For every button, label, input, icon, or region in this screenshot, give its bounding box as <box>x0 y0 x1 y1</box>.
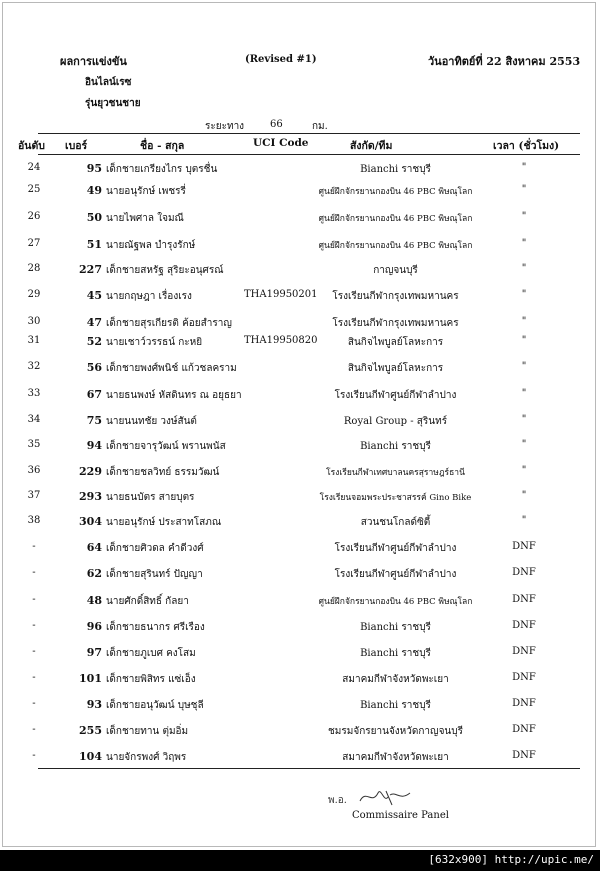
table-row <box>0 541 600 563</box>
cell-bib: 67 <box>86 388 102 401</box>
cell-rank: 35 <box>27 439 41 450</box>
cell-time: " <box>521 184 527 195</box>
cell-bib: 229 <box>79 465 102 478</box>
cell-bib: 255 <box>79 724 102 737</box>
distance-value: 66 <box>270 119 283 130</box>
cell-bib: 97 <box>86 646 102 659</box>
table-row <box>0 263 600 285</box>
cell-rank: - <box>32 541 36 552</box>
cell-team: Bianchi ราชบุรี <box>360 441 431 452</box>
cell-name: เด็กชายสุรินทร์ ปัญญา <box>106 569 203 580</box>
cell-name: เด็กชายภูเบศ คงโสม <box>106 648 196 659</box>
cell-rank: - <box>32 698 36 709</box>
cell-time: DNF <box>512 541 536 552</box>
cell-team: ศูนย์ฝึกจักรยานกองบิน 46 PBC พิษณุโลก <box>318 214 473 224</box>
cell-time: " <box>521 211 527 222</box>
cell-name: เด็กชายธนากร ศรีเรือง <box>106 622 205 633</box>
cell-team: Bianchi ราชบุรี <box>360 648 431 659</box>
table-row <box>0 646 600 668</box>
cell-rank: - <box>32 567 36 578</box>
cell-rank: 28 <box>27 263 41 274</box>
cell-team: สวนชนโกลด์ซิตี้ <box>360 517 431 528</box>
cell-name: นายธนบัตร สายบุตร <box>106 492 195 503</box>
cell-name: เด็กชายพงศ์พนิช์ แก้วชลคราม <box>106 363 237 374</box>
table-row <box>0 388 600 410</box>
cell-bib: 48 <box>86 594 102 607</box>
cell-bib: 51 <box>86 238 102 251</box>
commissaire-panel-label: Commissaire Panel <box>352 810 449 821</box>
cell-bib: 49 <box>86 184 102 197</box>
cell-rank: 36 <box>27 465 41 476</box>
cell-team: Bianchi ราชบุรี <box>360 164 431 175</box>
cell-time: " <box>521 335 527 346</box>
table-row <box>0 335 600 357</box>
cell-time: " <box>521 361 527 372</box>
table-row <box>0 162 600 184</box>
column-header-team: สังกัด/ทีม <box>350 140 393 152</box>
cell-name: เด็กชายเกรียงไกร บุตรชื่น <box>106 164 218 175</box>
signature-scribble <box>360 791 410 805</box>
cell-name: นายนนทชัย วงษ์สันต์ <box>106 416 197 427</box>
cell-name: นายธนพงษ์ หัสดินทร ณ อยุธยา <box>106 390 242 401</box>
cell-team: โรงเรียนกีฬากรุงเทพมหานคร <box>332 318 459 329</box>
cell-time: DNF <box>512 567 536 578</box>
cell-name: เด็กชายศิวดล คำดีวงศ์ <box>106 543 204 554</box>
signature-mark <box>326 783 416 809</box>
cell-team: ศูนย์ฝึกจักรยานกองบิน 46 PBC พิษณุโลก <box>318 241 473 251</box>
signature-initials: พ.อ. <box>328 795 347 806</box>
table-row <box>0 620 600 642</box>
cell-uci: THA19950820 <box>244 335 318 346</box>
cell-team: ศูนย์ฝึกจักรยานกองบิน 46 PBC พิษณุโลก <box>318 597 473 607</box>
cell-rank: 37 <box>27 490 41 501</box>
cell-time: DNF <box>512 646 536 657</box>
cell-name: เด็กชายทาน ตุ่มอิ่ม <box>106 726 189 737</box>
table-row <box>0 361 600 383</box>
cell-team: โรงเรียนกีฬาศูนย์กีฬาลำปาง <box>334 569 457 580</box>
cell-rank: 32 <box>27 361 41 372</box>
cell-rank: - <box>32 646 36 657</box>
table-row <box>0 672 600 694</box>
cell-name: เด็กชายพิสิทร แซ่เอ็ง <box>106 674 196 685</box>
cell-bib: 47 <box>86 316 102 329</box>
cell-time: " <box>521 388 527 399</box>
cell-team: โรงเรียนกีฬาศูนย์กีฬาลำปาง <box>334 390 457 401</box>
cell-rank: 34 <box>27 414 41 425</box>
cell-name: เด็กชายสหรัฐ สุริยะอนุศรณ์ <box>106 265 224 276</box>
cell-time: " <box>521 414 527 425</box>
column-header-rank: อันดับ <box>18 140 45 152</box>
revision-label: (Revised #1) <box>245 54 317 65</box>
cell-bib: 75 <box>86 414 102 427</box>
cell-rank: 29 <box>27 289 41 300</box>
cell-name: นายณัฐพล บำรุงรักษ์ <box>106 240 196 251</box>
event-date: วันอาทิตย์ที่ 22 สิงหาคม 2553 <box>428 55 581 68</box>
cell-time: " <box>521 490 527 501</box>
cell-time: " <box>521 238 527 249</box>
cell-team: กาญจนบุรี <box>373 265 418 276</box>
table-top-rule <box>38 133 580 134</box>
cell-rank: 30 <box>27 316 41 327</box>
results-heading: ผลการแข่งขัน <box>60 55 127 68</box>
table-row <box>0 289 600 311</box>
cell-name: นายกฤษฎา เรื่องเรง <box>106 291 192 302</box>
cell-team: ศูนย์ฝึกจักรยานกองบิน 46 PBC พิษณุโลก <box>318 187 473 197</box>
distance-label: ระยะทาง <box>205 121 245 132</box>
cell-bib: 56 <box>86 361 102 374</box>
cell-rank: - <box>32 594 36 605</box>
table-row <box>0 465 600 487</box>
cell-time: DNF <box>512 672 536 683</box>
cell-rank: 31 <box>27 335 41 346</box>
cell-name: นายจักรพงศ์ วิฤพร <box>106 752 187 763</box>
table-header-rule <box>38 154 580 155</box>
cell-team: ชมรมจักรยานจังหวัดกาญจนบุรี <box>328 726 463 737</box>
cell-time: " <box>521 465 527 476</box>
cell-name: นายศักดิ์สิทธิ์ กัลยา <box>106 596 189 607</box>
cell-team: โรงเรียนกีฬากรุงเทพมหานคร <box>332 291 459 302</box>
column-header-uci: UCI Code <box>253 137 309 149</box>
cell-time: " <box>521 439 527 450</box>
event-name: อินไลน์เรซ <box>85 77 132 88</box>
footer-watermark: [632x900] http://upic.me/ <box>428 853 594 866</box>
cell-time: DNF <box>512 750 536 761</box>
cell-name: นายอนุรักษ์ เพชรรี่ <box>106 186 186 197</box>
distance-unit: กม. <box>312 121 328 132</box>
table-row <box>0 414 600 436</box>
cell-rank: 24 <box>27 162 41 173</box>
cell-bib: 104 <box>79 750 102 763</box>
cell-name: เด็กชายอนุวัฒน์ บุษชุลี <box>106 700 204 711</box>
cell-bib: 227 <box>79 263 102 276</box>
cell-bib: 62 <box>86 567 102 580</box>
cell-bib: 93 <box>86 698 102 711</box>
cell-bib: 95 <box>86 162 102 175</box>
cell-rank: 26 <box>27 211 41 222</box>
cell-team: โรงเรียนกีฬาศูนย์กีฬาลำปาง <box>334 543 457 554</box>
cell-bib: 64 <box>86 541 102 554</box>
cell-time: " <box>521 515 527 526</box>
cell-name: นายอนุรักษ์ ประสาทโสภณ <box>106 517 222 528</box>
cell-time: " <box>521 162 527 173</box>
table-row <box>0 490 600 512</box>
cell-team: สมาคมกีฬาจังหวัดพะเยา <box>342 674 449 685</box>
column-header-time: เวลา (ชั่วโมง) <box>493 140 560 152</box>
cell-time: DNF <box>512 620 536 631</box>
cell-rank: 27 <box>27 238 41 249</box>
cell-rank: 33 <box>27 388 41 399</box>
cell-rank: - <box>32 620 36 631</box>
table-row <box>0 594 600 616</box>
cell-bib: 304 <box>79 515 102 528</box>
cell-team: โรงเรียนจอมพระประชาสรรค์ Gino Bike <box>319 493 472 503</box>
cell-time: DNF <box>512 698 536 709</box>
cell-team: Bianchi ราชบุรี <box>360 700 431 711</box>
cell-time: " <box>521 289 527 300</box>
cell-name: นายไพศาล ใจมณี <box>106 213 184 224</box>
cell-rank: - <box>32 750 36 761</box>
cell-bib: 45 <box>86 289 102 302</box>
cell-time: DNF <box>512 724 536 735</box>
cell-name: เด็กชายสุรเกียรติ ค้อยสำราญ <box>106 318 232 329</box>
cell-bib: 50 <box>86 211 102 224</box>
column-header-name: ชื่อ - สกุล <box>140 140 185 152</box>
table-row <box>0 439 600 461</box>
table-row <box>0 211 600 233</box>
event-category: รุ่นยุวชนชาย <box>85 98 141 109</box>
cell-bib: 293 <box>79 490 102 503</box>
table-bottom-rule <box>38 768 580 769</box>
column-header-bib: เบอร์ <box>65 140 88 152</box>
cell-bib: 101 <box>79 672 102 685</box>
cell-bib: 94 <box>86 439 102 452</box>
cell-rank: - <box>32 672 36 683</box>
cell-time: " <box>521 263 527 274</box>
table-row <box>0 515 600 537</box>
cell-team: โรงเรียนกีฬาเทศบาลนครสุราษฎร์ธานี <box>326 468 465 478</box>
cell-rank: 25 <box>27 184 41 195</box>
cell-team: สมาคมกีฬาจังหวัดพะเยา <box>342 752 449 763</box>
cell-uci: THA19950201 <box>244 289 318 300</box>
cell-team: สินกิจไพบูลย์โลหะการ <box>347 363 444 374</box>
table-row <box>0 184 600 206</box>
cell-bib: 52 <box>86 335 102 348</box>
cell-name: เด็กชายจารุวัฒน์ พรานพนัส <box>106 441 226 452</box>
cell-rank: - <box>32 724 36 735</box>
cell-rank: 38 <box>27 515 41 526</box>
table-row <box>0 238 600 260</box>
table-row <box>0 698 600 720</box>
table-row <box>0 567 600 589</box>
cell-team: Bianchi ราชบุรี <box>360 622 431 633</box>
cell-time: DNF <box>512 594 536 605</box>
cell-time: " <box>521 316 527 327</box>
cell-team: Royal Group - สุรินทร์ <box>343 416 448 427</box>
cell-team: สินกิจไพบูลย์โลหะการ <box>347 337 444 348</box>
cell-bib: 96 <box>86 620 102 633</box>
table-row <box>0 724 600 746</box>
cell-name: เด็กชายชลวิทย์ ธรรมวัฒน์ <box>106 467 220 478</box>
cell-name: นายเชาว์วรรธน์ กะหยิ <box>106 337 203 348</box>
